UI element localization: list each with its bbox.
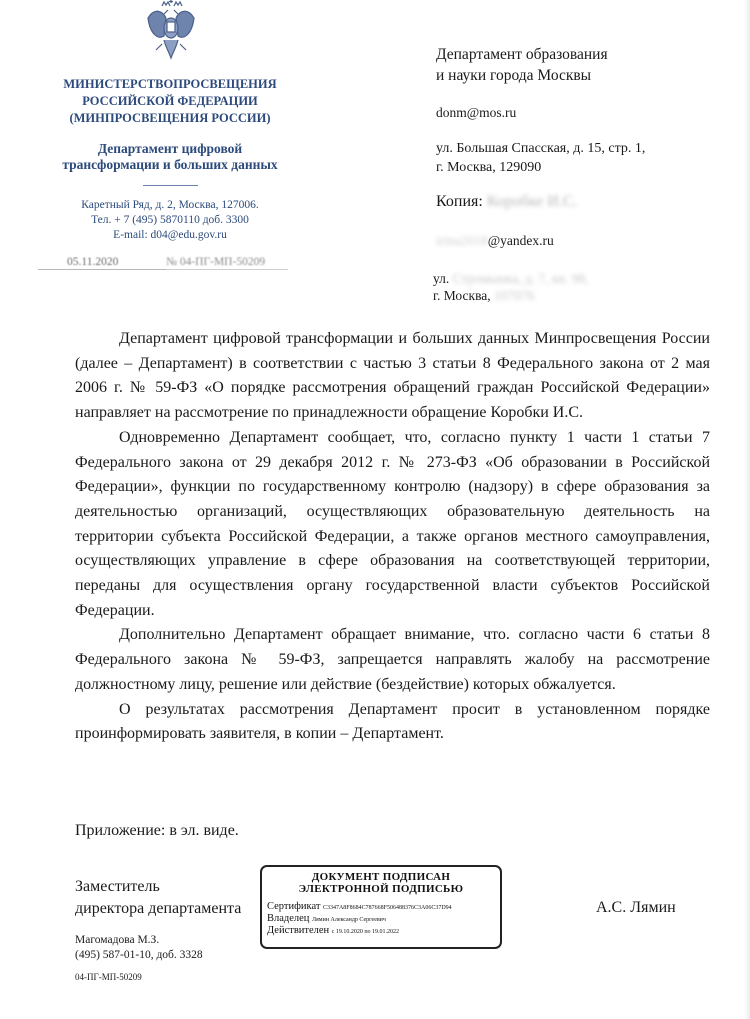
address-line: г. Москва, 129090 bbox=[436, 160, 542, 175]
department-line: трансформации и больших данных bbox=[62, 157, 278, 172]
body-paragraph: Одновременно Департамент сообщает, что, согласно пункту 1 части 1 статьи 7 Федерального закона от 29 декабря 2012 г. № 273-ФЗ «Об образовании в Российской Федерации», функции по государственному контролю (надзору) в сфере образования за деятельностью организаций, осуществляющих образовательную деятельность на территории субъекта Российской Федерации, а также органов местного самоуправления, осуществляющих управление в сфере образования на соответствующей территории, переданы для осуществления органу государственной власти субъектов Российской Федерации. bbox=[75, 428, 710, 619]
copy-label: Копия: bbox=[436, 193, 483, 210]
department-line: Департамент цифровой bbox=[97, 141, 243, 156]
stamp-subtitle: ЭЛЕКТРОННОЙ ПОДПИСЬЮ bbox=[298, 883, 464, 895]
registration-date: 05.11.2020 bbox=[67, 256, 119, 268]
position-line: Заместитель bbox=[75, 878, 160, 895]
document-number: 04-ПГ-МП-50209 bbox=[75, 972, 142, 982]
russian-coat-of-arms-icon bbox=[140, 0, 202, 62]
electronic-signature-stamp bbox=[260, 865, 502, 949]
sender-email: E-mail: d04@edu.gov.ru bbox=[113, 229, 227, 241]
signer-name: А.С. Лямин bbox=[596, 899, 676, 916]
copy-recipient bbox=[436, 193, 578, 211]
executor-info bbox=[75, 933, 203, 963]
copy-index-redacted: 107076 bbox=[494, 288, 535, 303]
body-paragraph: О результатах рассмотрения Департамент просит в установленном порядке проинформировать заявителя, в копии – Департамент. bbox=[75, 700, 710, 743]
attachment-note: Приложение: в эл. виде. bbox=[75, 822, 239, 839]
registration-number: № 04-ПГ-МП-50209 bbox=[166, 256, 266, 268]
ministry-line: (МИНПРОСВЕЩЕНИЯ РОССИИ) bbox=[69, 111, 271, 125]
copy-name-redacted: Коробке И.С. bbox=[486, 193, 578, 210]
sender-contacts bbox=[40, 198, 300, 243]
stamp-title: ДОКУМЕНТ ПОДПИСАН bbox=[311, 871, 451, 883]
stamp-value: с 19.10.2020 по 19.01.2022 bbox=[331, 929, 400, 935]
ministry-line: РОССИЙСКОЙ ФЕДЕРАЦИИ bbox=[82, 94, 258, 108]
copy-email-redacted: irina2018 bbox=[436, 233, 488, 248]
addressee-address bbox=[436, 139, 726, 177]
stamp-owner bbox=[267, 913, 386, 924]
body-paragraph: Департамент цифровой трансформации и больших данных Минпросвещения России (далее – Департамент) в соответствии с частью 3 статьи 8 Федерального закона от 2 мая 2006 г. № 59-ФЗ «О порядке рассмотрения обращений граждан Российской Федерации» направляет на рассмотрение по принадлежности обращение Коробки И.С. bbox=[75, 330, 710, 422]
position-line: директора департамента bbox=[75, 900, 242, 917]
body-paragraph: Дополнительно Департамент обращает внимание, что. согласно части 6 статьи 8 Федерального закона № 59-ФЗ, запрещается направлять жалобу на рассмотрение должностному лицу, решение или действие (бездействие) которых обжалуется. bbox=[75, 626, 710, 693]
copy-address-prefix: ул. bbox=[433, 271, 450, 286]
addressee-name bbox=[436, 44, 736, 86]
addressee-email: donm@mos.ru bbox=[436, 105, 517, 120]
registration-line bbox=[38, 256, 288, 270]
stamp-label: Владелец bbox=[267, 913, 310, 924]
sender-address: Каретный Ряд, д. 2, Москва, 127006. bbox=[81, 199, 259, 211]
stamp-value: С3347А8F8684С787668F506488376С3А06С37D94 bbox=[322, 905, 452, 911]
underline bbox=[38, 269, 166, 270]
page-edge-shadow bbox=[744, 0, 750, 1019]
ministry-line: МИНИСТЕРСТВОПРОСВЕЩЕНИЯ bbox=[63, 77, 277, 91]
copy-address bbox=[433, 270, 723, 304]
underline bbox=[166, 269, 288, 270]
executor-name: Магомадова М.З. bbox=[75, 934, 160, 946]
letter-body bbox=[75, 327, 710, 747]
divider bbox=[143, 185, 198, 186]
stamp-certificate bbox=[267, 901, 452, 912]
addressee-line: и науки города Москвы bbox=[436, 67, 592, 84]
sender-phone: Тел. + 7 (495) 5870110 доб. 3300 bbox=[91, 214, 249, 226]
executor-phone: (495) 587-01-10, доб. 3328 bbox=[75, 949, 203, 961]
address-line: ул. Большая Спасская, д. 15, стр. 1, bbox=[436, 141, 646, 156]
stamp-validity bbox=[267, 925, 399, 936]
addressee-line: Департамент образования bbox=[436, 46, 608, 63]
stamp-value: Лямин Александр Сергеевич bbox=[311, 917, 386, 923]
copy-email bbox=[436, 233, 554, 249]
copy-address-redacted: Стромынка, д. 7, кв. 98, bbox=[452, 271, 589, 286]
signer-position bbox=[75, 876, 241, 920]
copy-city: г. Москва, bbox=[433, 288, 491, 303]
ministry-name bbox=[50, 76, 290, 127]
department-name bbox=[40, 141, 300, 173]
stamp-label: Действителен bbox=[267, 925, 330, 936]
copy-email-domain: @yandex.ru bbox=[487, 233, 554, 248]
stamp-label: Сертификат bbox=[267, 901, 321, 912]
